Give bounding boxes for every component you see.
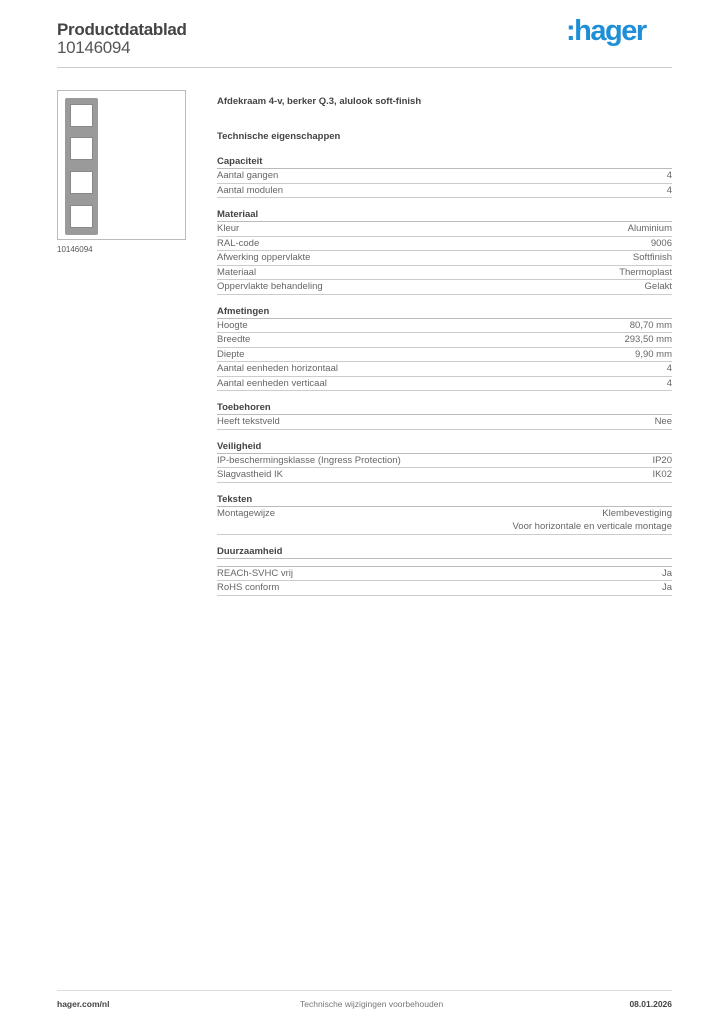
section-heading: Duurzaamheid bbox=[217, 545, 672, 559]
frame-graphic bbox=[65, 98, 98, 235]
spec-row bbox=[217, 507, 672, 535]
spec-label: Oppervlakte behandeling bbox=[217, 281, 323, 292]
spec-label: RoHS conform bbox=[217, 582, 280, 593]
spec-label: Breedte bbox=[217, 334, 251, 345]
spec-label: Aantal gangen bbox=[217, 170, 279, 181]
spec-value: 4 bbox=[666, 363, 672, 374]
spec-value: Klembevestiging Voor horizontale en verticale montage bbox=[512, 507, 672, 532]
spec-label: Aantal eenheden verticaal bbox=[217, 377, 327, 389]
product-name: Afdekraam 4-v, berker Q.3, alulook soft-finish bbox=[217, 96, 422, 107]
spec-label: Aantal modulen bbox=[217, 184, 284, 196]
spec-label: Heeft tekstveld bbox=[217, 416, 280, 427]
spec-label: Hoogte bbox=[217, 319, 248, 331]
spec-value: Gelakt bbox=[644, 281, 672, 292]
spec-value: 9,90 mm bbox=[635, 348, 672, 360]
spec-value: Nee bbox=[654, 416, 672, 427]
spec-value: Aluminium bbox=[627, 223, 672, 234]
spec-value: 4 bbox=[666, 184, 672, 196]
frame-opening bbox=[70, 171, 93, 194]
spec-row bbox=[217, 184, 672, 199]
spec-value: 9006 bbox=[650, 237, 672, 249]
spec-row bbox=[217, 333, 672, 348]
spec-row bbox=[217, 280, 672, 295]
product-code: 10146094 bbox=[57, 38, 131, 57]
spec-row bbox=[217, 348, 672, 363]
spec-value: Ja bbox=[661, 567, 672, 579]
spec-label: Afwerking oppervlakte bbox=[217, 252, 311, 263]
spec-value: Thermoplast bbox=[619, 266, 672, 278]
spec-row bbox=[217, 377, 672, 392]
spec-label: Slagvastheid IK bbox=[217, 469, 284, 480]
spec-row bbox=[217, 415, 672, 430]
spec-label: IP-beschermingsklasse (Ingress Protection) bbox=[217, 454, 401, 466]
spec-label: Diepte bbox=[217, 348, 245, 360]
spec-value: 80,70 mm bbox=[629, 319, 672, 331]
spec-value: 4 bbox=[666, 377, 672, 389]
spec-section bbox=[217, 401, 672, 430]
page-title: Productdatablad bbox=[57, 20, 187, 39]
spec-row bbox=[217, 581, 672, 596]
image-caption: 10146094 bbox=[57, 245, 93, 254]
spec-table bbox=[217, 155, 672, 606]
spec-row bbox=[217, 454, 672, 469]
spec-row bbox=[217, 251, 672, 266]
frame-opening bbox=[70, 137, 93, 160]
spec-value: IK02 bbox=[652, 469, 672, 480]
section-heading: Materiaal bbox=[217, 208, 672, 222]
footer-website[interactable]: hager.com/nl bbox=[57, 999, 110, 1009]
footer-note: Technische wijzigingen voorbehouden bbox=[300, 999, 444, 1009]
spec-label: Aantal eenheden horizontaal bbox=[217, 363, 338, 374]
spec-section bbox=[217, 305, 672, 392]
spec-label: RAL-code bbox=[217, 237, 260, 249]
spec-value: IP20 bbox=[652, 454, 672, 466]
footer-divider bbox=[57, 990, 672, 991]
section-divider bbox=[217, 559, 672, 567]
spec-row bbox=[217, 319, 672, 334]
tech-heading: Technische eigenschappen bbox=[217, 131, 341, 142]
spec-row bbox=[217, 237, 672, 252]
product-image bbox=[57, 90, 186, 240]
spec-label: REACh-SVHC vrij bbox=[217, 567, 294, 579]
spec-value: Softfinish bbox=[632, 252, 672, 263]
section-heading: Teksten bbox=[217, 493, 672, 507]
spec-row bbox=[217, 468, 672, 483]
footer-date: 08.01.2026 bbox=[629, 999, 672, 1009]
spec-value: Ja bbox=[661, 582, 672, 593]
hager-logo: :hager bbox=[566, 15, 646, 47]
spec-label: Kleur bbox=[217, 223, 240, 234]
frame-opening bbox=[70, 205, 93, 228]
spec-row bbox=[217, 266, 672, 281]
spec-section bbox=[217, 493, 672, 535]
frame-opening bbox=[70, 104, 93, 127]
spec-row bbox=[217, 362, 672, 377]
section-heading: Capaciteit bbox=[217, 155, 672, 169]
header-divider bbox=[57, 67, 672, 68]
spec-row bbox=[217, 567, 672, 582]
spec-label: Montagewijze bbox=[217, 507, 276, 519]
section-heading: Afmetingen bbox=[217, 305, 672, 319]
spec-section bbox=[217, 155, 672, 198]
section-heading: Veiligheid bbox=[217, 440, 672, 454]
spec-section bbox=[217, 208, 672, 295]
spec-section bbox=[217, 440, 672, 483]
spec-row bbox=[217, 222, 672, 237]
spec-label: Materiaal bbox=[217, 266, 257, 278]
spec-section bbox=[217, 545, 672, 596]
spec-value: 4 bbox=[666, 170, 672, 181]
spec-value: 293,50 mm bbox=[624, 334, 672, 345]
spec-row bbox=[217, 169, 672, 184]
section-heading: Toebehoren bbox=[217, 401, 672, 415]
